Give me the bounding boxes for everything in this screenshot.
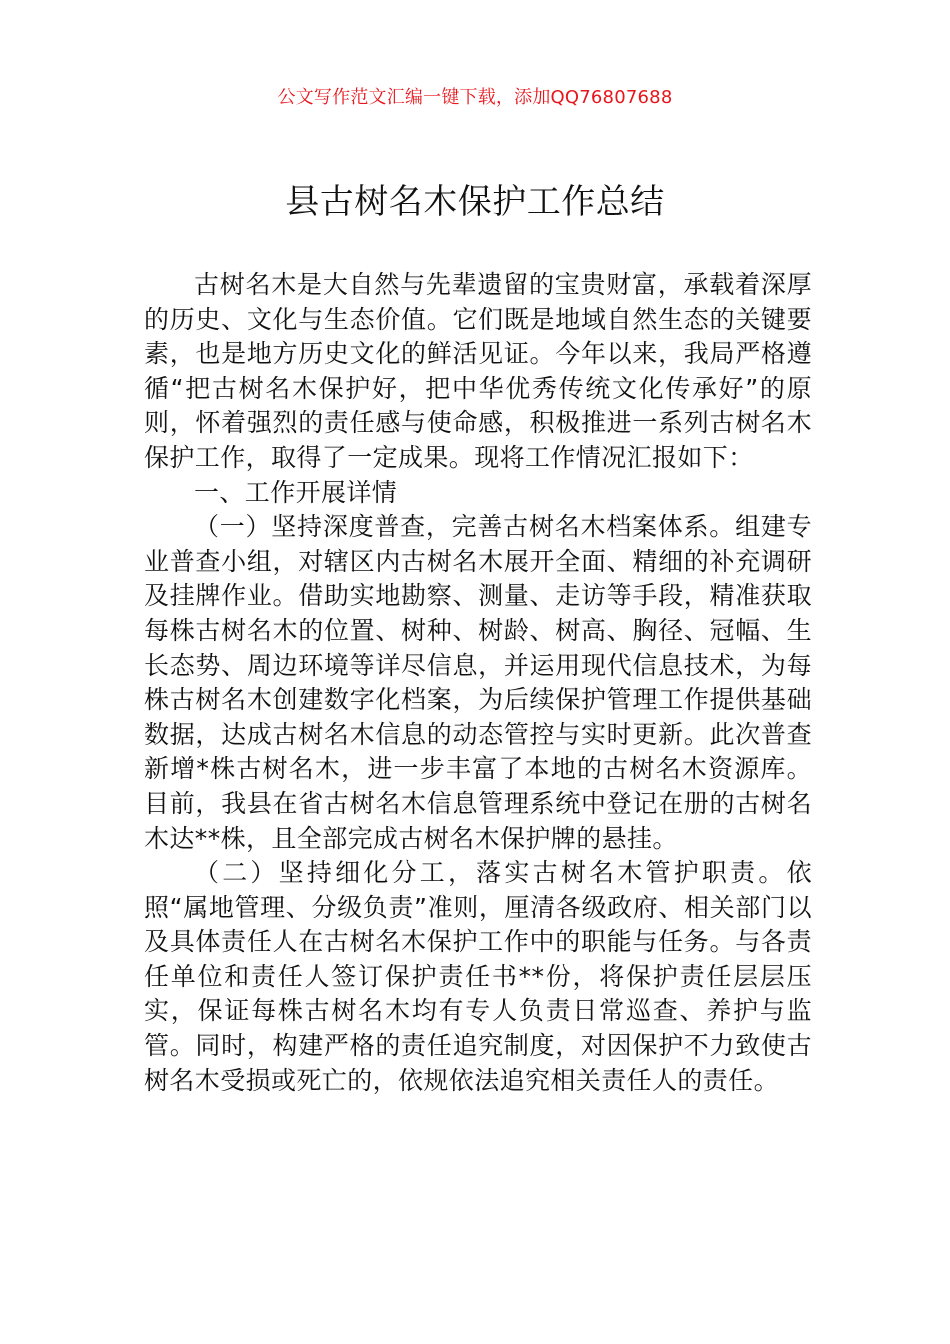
intro-paragraph: 古树名木是大自然与先辈遗留的宝贵财富，承载着深厚的历史、文化与生态价值。它们既是地域自然生态的关键要素，也是地方历史文化的鲜活见证。今年以来，我局严格遵循“把古树名木保护好，把中华优秀传统文化传承好”的原则，怀着强烈的责任感与使命感，积极推进一系列古树名木保护工作，取得了一定成果。现将工作情况汇报如下： <box>144 270 812 472</box>
document-body <box>144 268 812 1098</box>
document-title: 县古树名木保护工作总结 <box>285 182 665 222</box>
subsection-paragraph-2: （二）坚持细化分工，落实古树名木管护职责。依照“属地管理、分级负责”准则，厘清各级政府、相关部门以及具体责任人在古树名木保护工作中的职能与任务。与各责任单位和责任人签订保护责任书**份，将保护责任层层压实，保证每株古树名木均有专人负责日常巡查、养护与监管。同时，构建严格的责任追究制度，对因保护不力致使古树名木受损或死亡的，依规依法追究相关责任人的责任。 <box>144 858 812 1095</box>
header-note: 公文写作范文汇编一键下载，添加QQ76807688 <box>277 87 673 108</box>
subsection-paragraph-1: （一）坚持深度普查，完善古树名木档案体系。组建专业普查小组，对辖区内古树名木展开全面、精细的补充调研及挂牌作业。借助实地勘察、测量、走访等手段，精准获取每株古树名木的位置、树种、树龄、树高、胸径、冠幅、生长态势、周边环境等详尽信息，并运用现代信息技术，为每株古树名木创建数字化档案，为后续保护管理工作提供基础数据，达成古树名木信息的动态管控与实时更新。此次普查新增*株古树名木，进一步丰富了本地的古树名木资源库。目前，我县在省古树名木信息管理系统中登记在册的古树名木达**株，且全部完成古树名木保护牌的悬挂。 <box>144 512 812 853</box>
section-heading: 一、工作开展详情 <box>194 477 398 507</box>
